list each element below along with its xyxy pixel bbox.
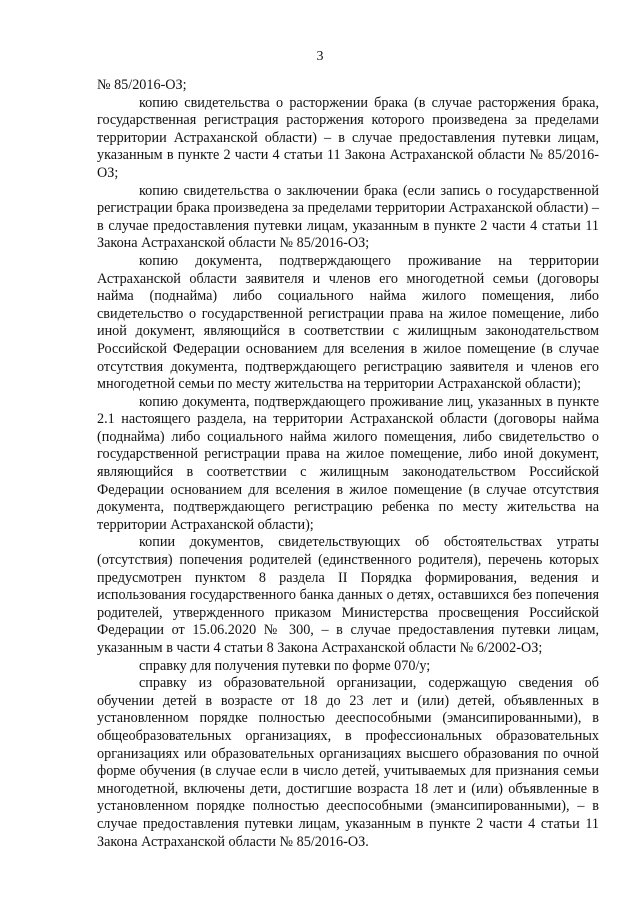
document-body xyxy=(97,77,599,851)
page-number: 3 xyxy=(316,49,324,64)
paragraph-law-reference: № 85/2016-ОЗ; xyxy=(97,77,187,93)
paragraph-marriage-certificate: копию свидетельства о заключении брака (если запись о государственной регистрации брака произведена за пределами территории Астраханской области) – в случае предоставления путевки лицам, указанным в пункте 2 части 4 статьи 11 Закона Астраханской области № 85/2016-ОЗ; xyxy=(97,182,599,252)
paragraph-education-certificate: справку из образовательной организации, содержащую сведения об обучении детей в возрасте от 18 до 23 лет и (или) детей, объявленных в установленном порядке полностью дееспособными (эмансипированными), в общеобразовательных организациях, в профессиональных образовательных организациях или образовательных организациях высшего образования по очной форме обучения (в случае если в число детей, учитываемых для признания семьи многодетной, включены дети, достигшие возраста 18 лет и (или) объявленные в установленном порядке полностью дееспособными (эмансипированными), – в случае предоставления путевки лицам, указанным в пункте 2 части 4 статьи 11 Закона Астраханской области № 85/2016-ОЗ. xyxy=(97,675,599,850)
paragraph-residence-document-family: копию документа, подтверждающего проживание на территории Астраханской области заявителя и членов его многодетной семьи (договоры найма (поднайма) либо социального найма жилого помещения, либо свидетельство о государственной регистрации права на жилое помещение, либо иной документ, являющийся в соответствии с жилищным законодательством Российской Федерации основанием для вселения в жилое помещение (в случае отсутствия документа, подтверждающего регистрацию заявителя и членов его многодетной семьи по месту жительства на территории Астраханской области); xyxy=(97,252,599,393)
paragraph-divorce-certificate: копию свидетельства о расторжении брака (в случае расторжения брака, государственная регистрация расторжения которого произведена за пределами территории Астраханской области) – в случае предоставления путевки лицам, указанным в пункте 2 части 4 статьи 11 Закона Астраханской области № 85/2016-ОЗ; xyxy=(97,94,599,181)
paragraph-medical-certificate: справку для получения путевки по форме 070/у; xyxy=(139,657,431,674)
paragraph-residence-document-persons: копию документа, подтверждающего проживание лиц, указанных в пункте 2.1 настоящего раздела, на территории Астраханской области (договоры найма (поднайма) либо социального найма жилого помещения, либо свидетельство о государственной регистрации права на жилое помещение, либо иной документ, являющийся в соответствии с жилищным законодательством Российской Федерации основанием для вселения в жилое помещение (в случае отсутствия документа, подтверждающего регистрацию ребенка по месту жительства на территории Астраханской области); xyxy=(97,393,599,533)
paragraph-loss-of-parental-care: копии документов, свидетельствующих об обстоятельствах утраты (отсутствия) попечения родителей (единственного родителя), перечень которых предусмотрен пунктом 8 раздела II Порядка формирования, ведения и использования государственного банка данных о детях, оставшихся без попечения родителей, утвержденного приказом Министерства просвещения Российской Федерации от 15.06.2020 № 300, – в случае предоставления путевки лицам, указанным в части 4 статьи 8 Закона Астраханской области № 6/2002-ОЗ; xyxy=(97,534,599,656)
